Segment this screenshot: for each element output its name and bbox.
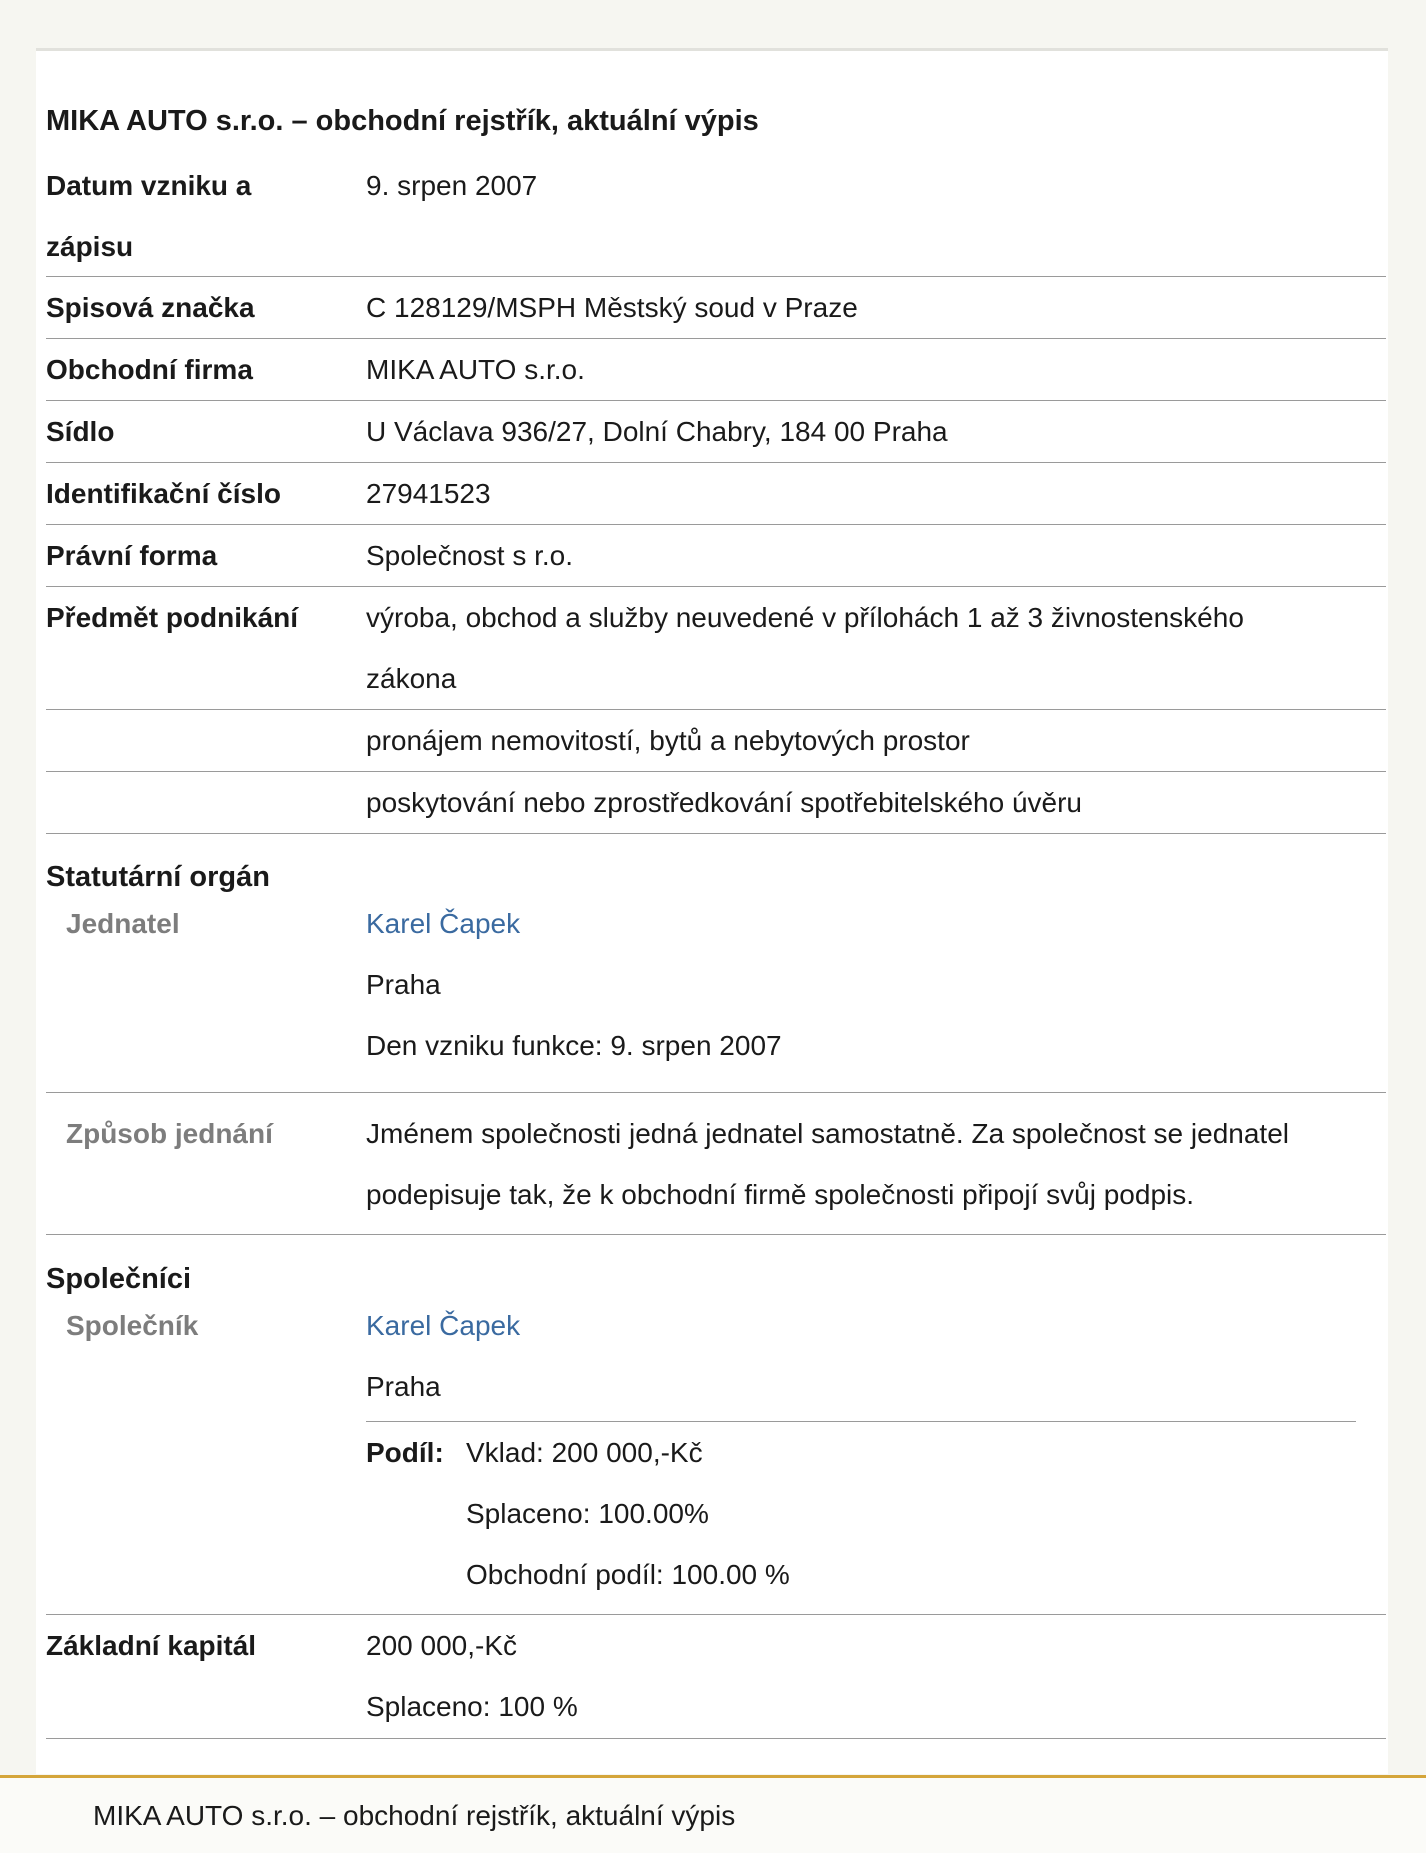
row-pravni-forma [46, 525, 1386, 587]
share-values [466, 1422, 790, 1605]
row-value: výroba, obchod a služby neuvedené v přílohách 1 až 3 živnostenského zákona [366, 602, 1244, 694]
share-vklad: Vklad: 200 000,-Kč [466, 1437, 703, 1468]
share-label: Podíl: [366, 1437, 444, 1468]
row-label: Společník [66, 1310, 199, 1341]
row-value: 27941523 [366, 478, 491, 509]
person-city: Praha [366, 1371, 441, 1402]
footer-text: MIKA AUTO s.r.o. – obchodní rejstřík, aktuální výpis [93, 1800, 736, 1831]
row-value: pronájem nemovitostí, bytů a nebytových prostor [366, 725, 970, 756]
section-heading-spolecnici: Společníci [46, 1263, 192, 1295]
row-value: C 128129/MSPH Městský soud v Praze [366, 292, 858, 323]
row-label: Spisová značka [46, 292, 255, 323]
person-city: Praha [366, 969, 441, 1000]
row-zpusob-jednani [46, 1103, 1386, 1235]
row-label: Jednatel [66, 908, 180, 939]
row-predmet-item [46, 710, 1386, 772]
row-datum-vzniku [46, 155, 1386, 277]
person-link[interactable]: Karel Čapek [366, 908, 521, 939]
row-label: Datum vzniku a zápisu [46, 170, 252, 262]
row-label: Základní kapitál [46, 1630, 257, 1661]
row-label: Právní forma [46, 540, 218, 571]
row-value: Společnost s r.o. [366, 540, 574, 571]
row-label: Sídlo [46, 416, 115, 447]
footer [0, 1775, 1426, 1853]
row-zakladni-kapital [46, 1615, 1386, 1739]
row-identifikacni-cislo [46, 463, 1386, 525]
row-predmet-item [46, 772, 1386, 834]
section-heading-statutarni: Statutární orgán [46, 861, 270, 893]
row-value: U Václava 936/27, Dolní Chabry, 184 00 Praha [366, 416, 948, 447]
row-obchodni-firma [46, 339, 1386, 401]
row-value [366, 893, 1366, 1076]
row-label: Předmět podnikání [46, 602, 299, 633]
page-title: MIKA AUTO s.r.o. – obchodní rejstřík, aktuální výpis [46, 105, 759, 137]
share-podil: Obchodní podíl: 100.00 % [466, 1559, 790, 1590]
row-value: 200 000,-Kč Splaceno: 100 % [366, 1630, 578, 1722]
register-card [36, 48, 1388, 1774]
row-label: Způsob jednání [66, 1118, 273, 1149]
person-since: Den vzniku funkce: 9. srpen 2007 [366, 1030, 782, 1061]
row-value: MIKA AUTO s.r.o. [366, 354, 585, 385]
row-label: Identifikační číslo [46, 478, 281, 509]
person-link[interactable]: Karel Čapek [366, 1310, 521, 1341]
row-spolecnik [46, 1295, 1386, 1615]
row-spisova-znacka [46, 277, 1386, 339]
share-block [366, 1421, 1356, 1612]
row-predmet-podnikani [46, 587, 1386, 710]
row-value [366, 1295, 1366, 1417]
row-value: poskytování nebo zprostředkování spotřebitelského úvěru [366, 787, 1082, 818]
row-value: Jménem společnosti jedná jednatel samostatně. Za společnost se jednatel podepisuje tak, že k obchodní firmě společnosti připojí svůj podpis. [366, 1118, 1289, 1210]
share-splaceno: Splaceno: 100.00% [466, 1498, 709, 1529]
row-label: Obchodní firma [46, 354, 253, 385]
row-sidlo [46, 401, 1386, 463]
row-value: 9. srpen 2007 [366, 170, 538, 201]
row-jednatel [46, 893, 1386, 1093]
